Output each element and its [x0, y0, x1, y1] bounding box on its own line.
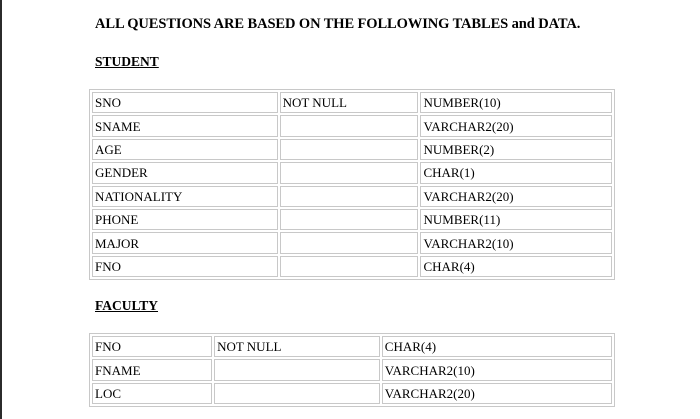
datatype-cell: VARCHAR2(20) — [420, 186, 612, 207]
table-row — [92, 383, 612, 404]
constraint-cell — [280, 256, 419, 277]
constraint-cell: NOT NULL — [214, 336, 380, 357]
constraint-cell — [280, 232, 419, 253]
field-name-cell: FNO — [92, 256, 278, 277]
datatype-cell: NUMBER(2) — [420, 139, 612, 160]
constraint-cell — [280, 139, 419, 160]
datatype-cell: VARCHAR2(20) — [420, 115, 612, 136]
faculty-table-title: FACULTY — [95, 298, 159, 313]
constraint-cell — [214, 383, 380, 404]
field-name-cell: SNO — [92, 92, 278, 113]
datatype-cell: CHAR(4) — [420, 256, 612, 277]
datatype-cell: CHAR(4) — [382, 336, 612, 357]
field-name-cell: AGE — [92, 139, 278, 160]
datatype-cell: VARCHAR2(10) — [420, 232, 612, 253]
datatype-cell: NUMBER(10) — [420, 92, 612, 113]
constraint-cell — [214, 359, 380, 380]
table-row — [92, 92, 612, 113]
table-row — [92, 359, 612, 380]
field-name-cell: SNAME — [92, 115, 278, 136]
field-name-cell: LOC — [92, 383, 212, 404]
page-heading: ALL QUESTIONS ARE BASED ON THE FOLLOWING TABLES and DATA. — [95, 16, 581, 32]
constraint-cell — [280, 209, 419, 230]
constraint-cell: NOT NULL — [280, 92, 419, 113]
table-row — [92, 209, 612, 230]
table-row — [92, 115, 612, 136]
student-table-title: STUDENT — [95, 54, 159, 69]
constraint-cell — [280, 115, 419, 136]
student-schema-table — [89, 89, 615, 280]
datatype-cell: NUMBER(11) — [420, 209, 612, 230]
faculty-schema-table — [89, 333, 615, 407]
field-name-cell: PHONE — [92, 209, 278, 230]
constraint-cell — [280, 186, 419, 207]
table-row — [92, 232, 612, 253]
table-row — [92, 256, 612, 277]
table-row — [92, 186, 612, 207]
datatype-cell: VARCHAR2(20) — [382, 383, 612, 404]
datatype-cell: CHAR(1) — [420, 162, 612, 183]
field-name-cell: FNO — [92, 336, 212, 357]
table-row — [92, 162, 612, 183]
window-left-edge — [0, 0, 2, 419]
field-name-cell: FNAME — [92, 359, 212, 380]
field-name-cell: GENDER — [92, 162, 278, 183]
constraint-cell — [280, 162, 419, 183]
datatype-cell: VARCHAR2(10) — [382, 359, 612, 380]
field-name-cell: NATIONALITY — [92, 186, 278, 207]
table-row — [92, 139, 612, 160]
table-row — [92, 336, 612, 357]
field-name-cell: MAJOR — [92, 232, 278, 253]
